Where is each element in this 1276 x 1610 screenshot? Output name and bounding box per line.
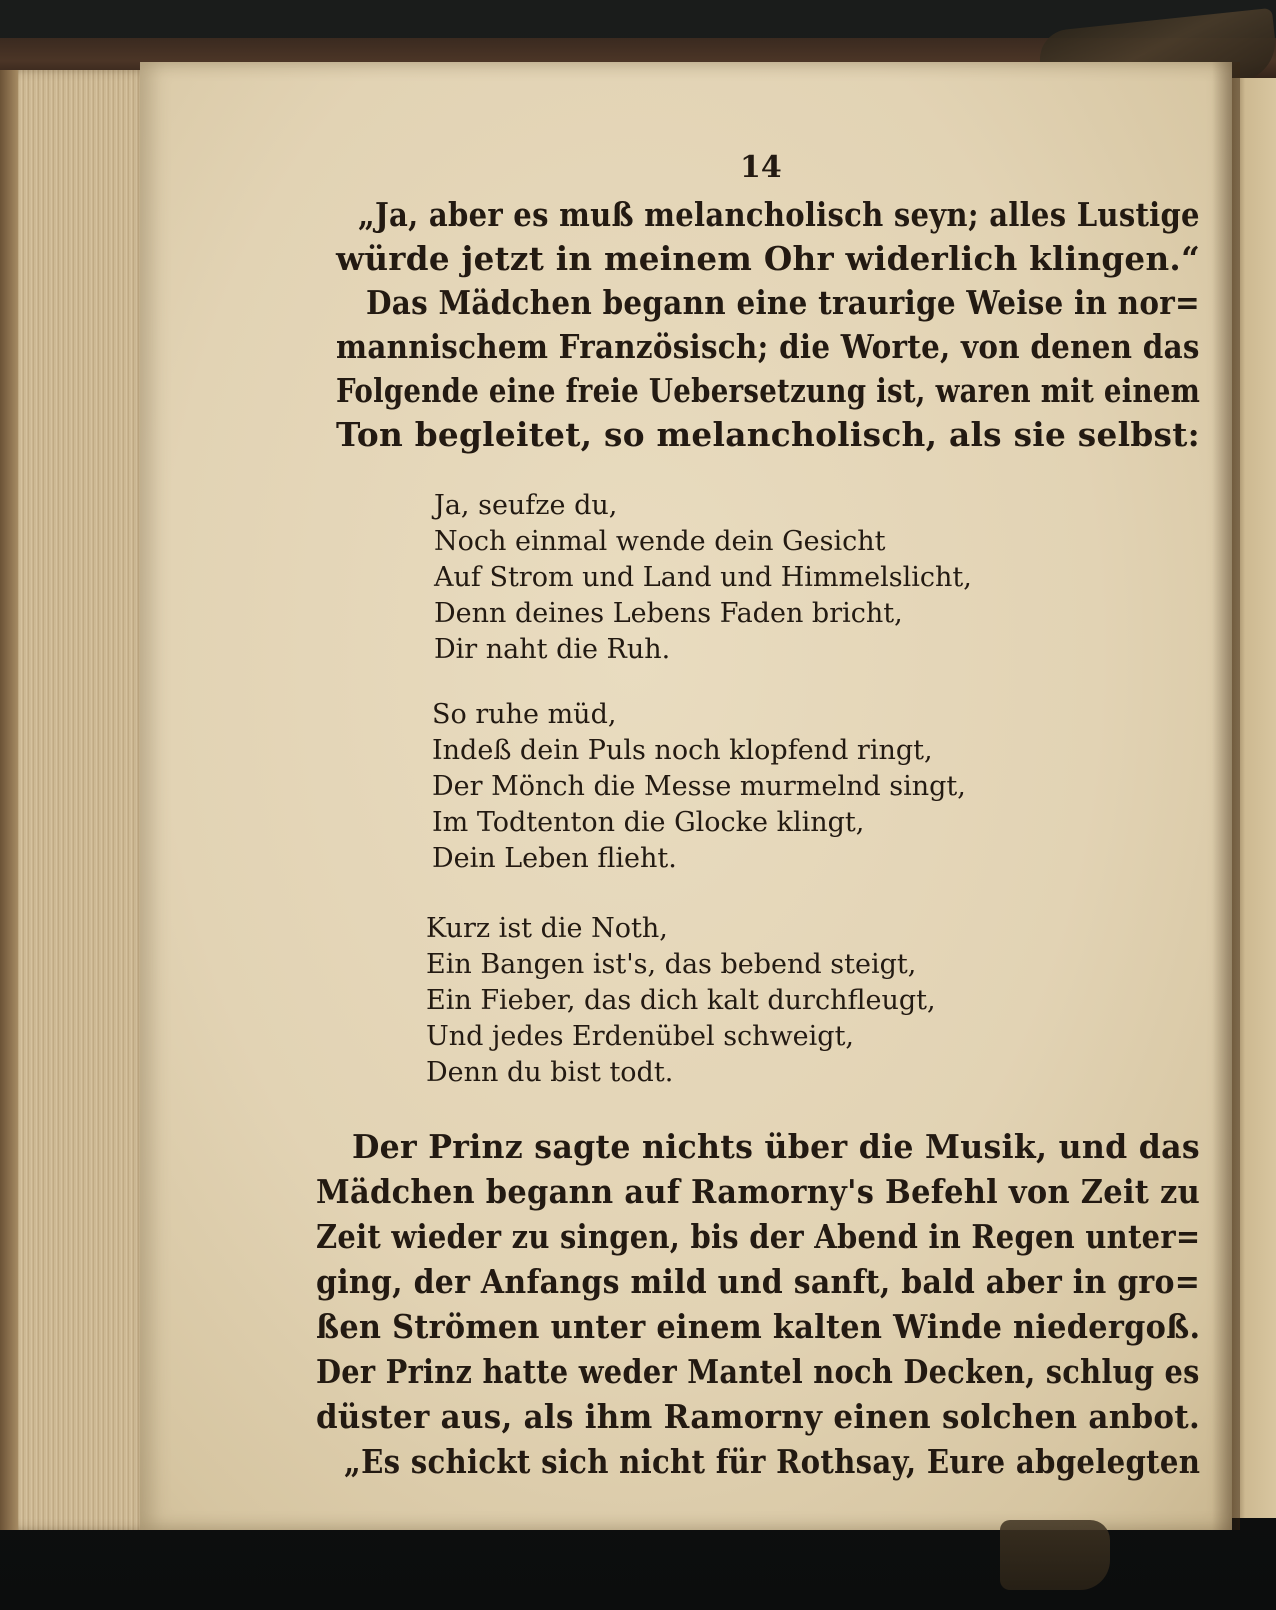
- verse-line: So ruhe müd,: [432, 699, 617, 730]
- verse-line: Der Mönch die Messe murmelnd singt,: [432, 771, 966, 802]
- verse-line: Dein Leben flieht.: [432, 843, 677, 874]
- prose-line: Mädchen begann auf Ramorny's Befehl von Zeit zu: [316, 1172, 1201, 1211]
- prose-line: „Ja, aber es muß melancholisch seyn; alles Lustige: [358, 195, 1200, 234]
- verse-line: Denn du bist todt.: [426, 1057, 674, 1088]
- verse-line: Kurz ist die Noth,: [426, 913, 668, 944]
- verse-line: Noch einmal wende dein Gesicht: [434, 526, 886, 557]
- prose-line: mannischem Französisch; die Worte, von denen das: [336, 327, 1200, 366]
- verse-line: Ein Bangen ist's, das bebend steigt,: [426, 949, 917, 980]
- verse-line: Ja, seufze du,: [434, 490, 618, 521]
- prose-line: Folgende eine freie Uebersetzung ist, waren mit einem: [336, 371, 1201, 410]
- ribbon-bookmark-bottom: [1000, 1520, 1110, 1590]
- prose-line: Ton begleitet, so melancholisch, als sie selbst:: [336, 415, 1200, 454]
- verse-line: Denn deines Lebens Faden bricht,: [434, 598, 903, 629]
- prose-line: Das Mädchen begann eine traurige Weise in nor=: [366, 283, 1200, 322]
- gutter-shadow: [1212, 62, 1240, 1530]
- prose-line: ßen Strömen unter einem kalten Winde niedergoß.: [316, 1307, 1201, 1346]
- verse-line: Indeß dein Puls noch klopfend ringt,: [432, 735, 933, 766]
- verse-line: Ein Fieber, das dich kalt durchfleugt,: [426, 985, 936, 1016]
- page-number: 14: [740, 150, 782, 185]
- prose-line: Zeit wieder zu singen, bis der Abend in Regen unter=: [316, 1217, 1201, 1256]
- prose-line: „Es schickt sich nicht für Rothsay, Eure abgelegten: [344, 1442, 1201, 1481]
- prose-line: Der Prinz sagte nichts über die Musik, und das: [352, 1127, 1200, 1166]
- verse-line: Auf Strom und Land und Himmelslicht,: [434, 562, 972, 593]
- prose-line: würde jetzt in meinem Ohr widerlich klingen.“: [336, 239, 1201, 278]
- verse-line: Und jedes Erdenübel schweigt,: [426, 1021, 855, 1052]
- page-block-edges: [0, 70, 150, 1530]
- prose-line: düster aus, als ihm Ramorny einen solchen anbot.: [316, 1397, 1201, 1436]
- spine-edge: [0, 70, 18, 1530]
- verse-line: Dir naht die Ruh.: [434, 634, 671, 665]
- verse-line: Im Todtenton die Glocke klingt,: [432, 807, 865, 838]
- prose-line: ging, der Anfangs mild und sanft, bald aber in gro=: [316, 1262, 1201, 1301]
- prose-line: Der Prinz hatte weder Mantel noch Decken, schlug es: [316, 1352, 1200, 1391]
